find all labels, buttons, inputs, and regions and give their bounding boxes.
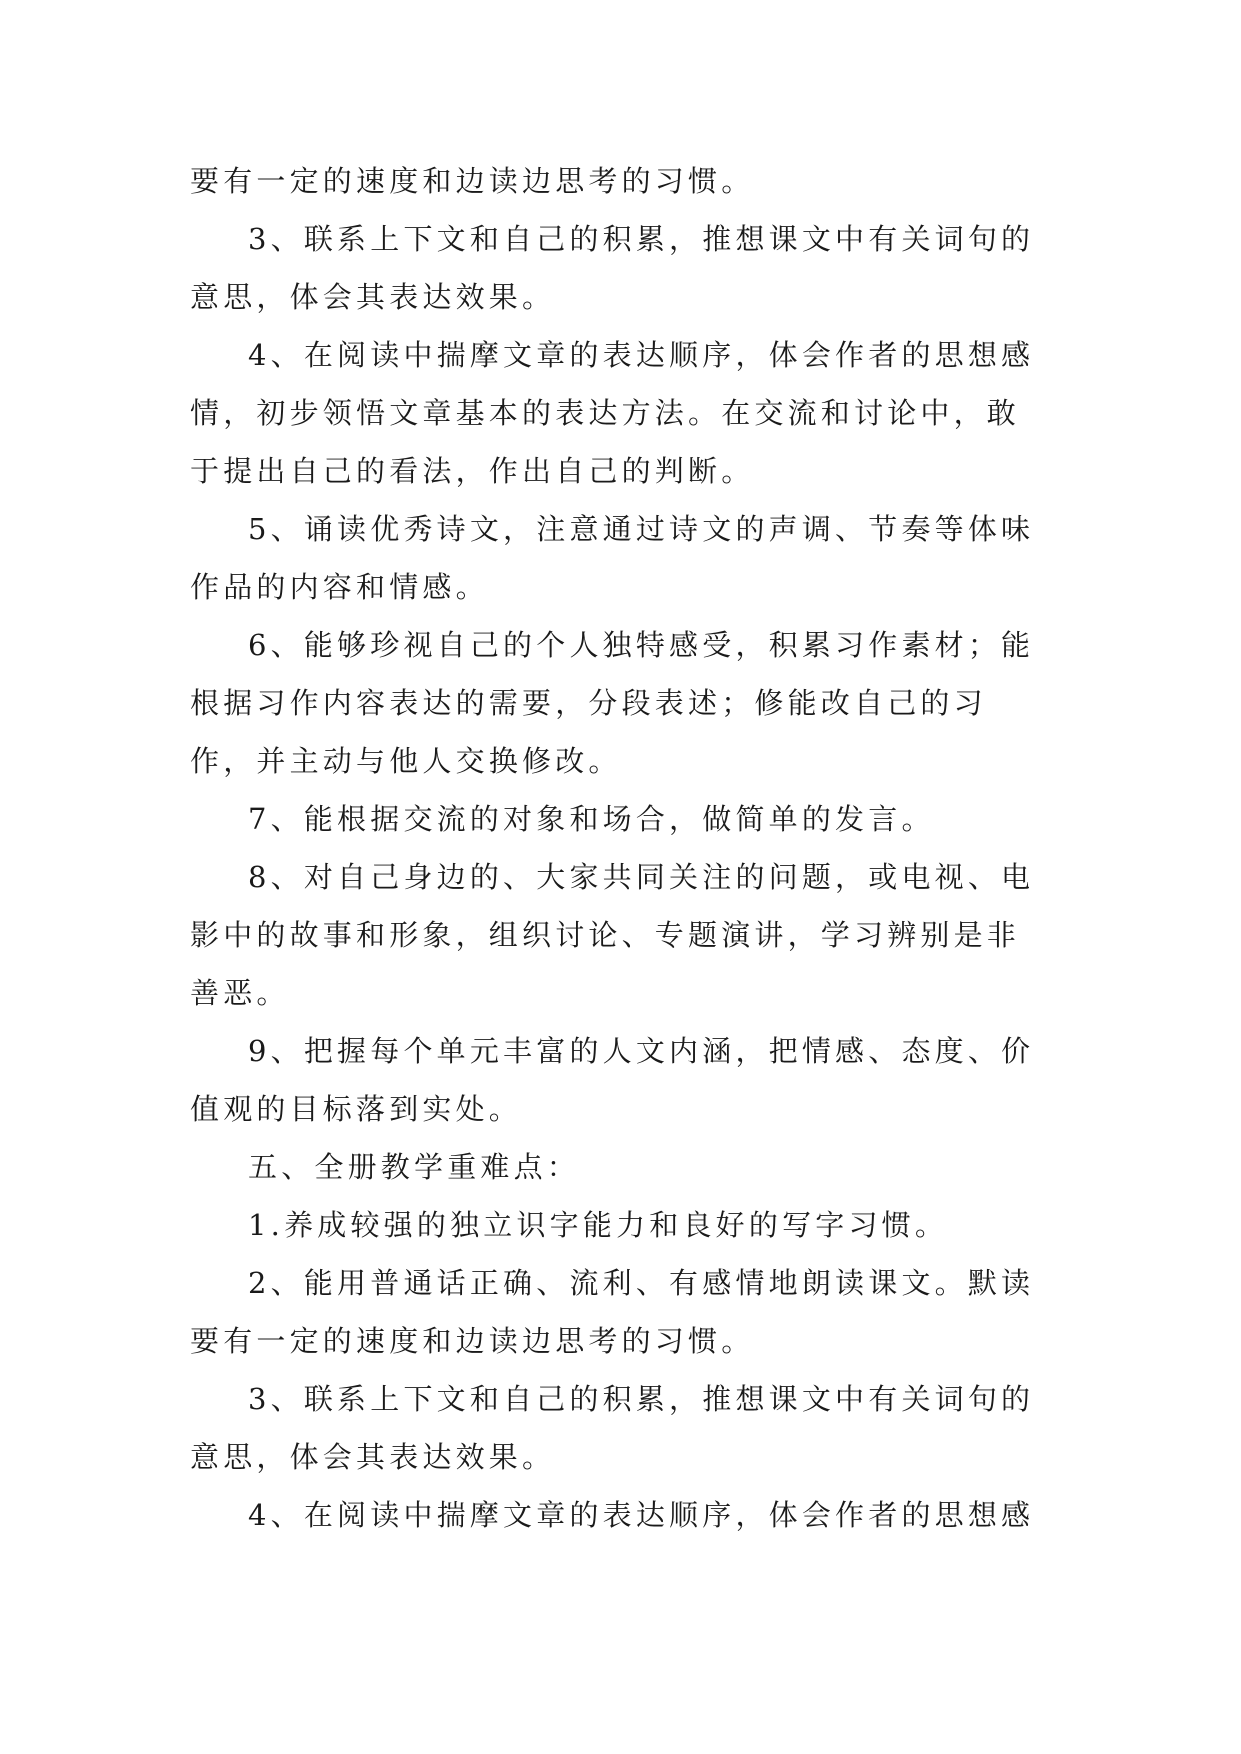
paragraph-key-3: 3、联系上下文和自己的积累，推想课文中有关词句的意思，体会其表达效果。 xyxy=(190,1382,1035,1474)
paragraph-item-8: 8、对自己身边的、大家共同关注的问题，或电视、电影中的故事和形象，组织讨论、专题演讲，学习辨别是非善恶。 xyxy=(190,860,1035,1010)
document-body xyxy=(190,152,1050,1544)
paragraph-item-7: 7、能根据交流的对象和场合，做简单的发言。 xyxy=(248,802,935,836)
paragraph-key-1: 1.养成较强的独立识字能力和良好的写字习惯。 xyxy=(248,1208,949,1242)
paragraph-item-6: 6、能够珍视自己的个人独特感受，积累习作素材；能根据习作内容表达的需要，分段表述；修能改自己的习作，并主动与他人交换修改。 xyxy=(190,628,1035,778)
paragraph-key-2: 2、能用普通话正确、流利、有感情地朗读课文。默读要有一定的速度和边读边思考的习惯。 xyxy=(190,1266,1035,1358)
paragraph-item-5: 5、诵读优秀诗文，注意通过诗文的声调、节奏等体味作品的内容和情感。 xyxy=(190,512,1035,604)
paragraph-item-9: 9、把握每个单元丰富的人文内涵，把情感、态度、价值观的目标落到实处。 xyxy=(190,1034,1035,1126)
section-heading: 五、全册教学重难点： xyxy=(248,1150,581,1184)
paragraph-continuation: 要有一定的速度和边读边思考的习惯。 xyxy=(190,164,755,198)
paragraph-item-3: 3、联系上下文和自己的积累，推想课文中有关词句的意思，体会其表达效果。 xyxy=(190,222,1035,314)
paragraph-item-4: 4、在阅读中揣摩文章的表达顺序，体会作者的思想感情，初步领悟文章基本的表达方法。在交流和讨论中，敢于提出自己的看法，作出自己的判断。 xyxy=(190,338,1035,488)
paragraph-key-4: 4、在阅读中揣摩文章的表达顺序，体会作者的思想感 xyxy=(248,1498,1035,1532)
